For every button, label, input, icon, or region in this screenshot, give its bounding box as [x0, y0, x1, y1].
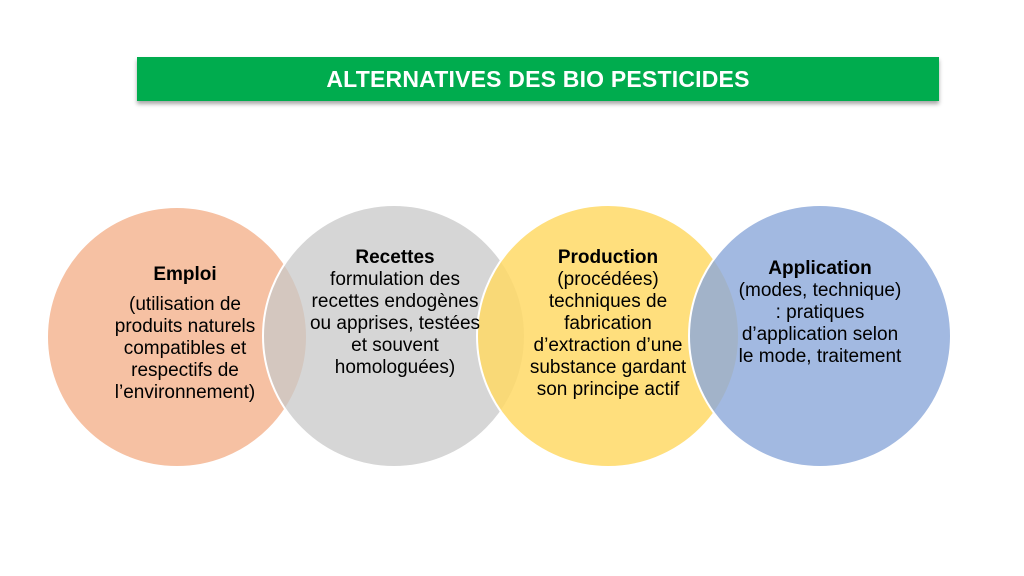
heading-emploi: Emploi: [153, 264, 217, 285]
text-recettes: formulation des recettes endogènes ou apprises, testées et souvent homologuées): [309, 269, 481, 378]
text-production: (procédées) techniques de fabrication d’extraction d’une substance gardant son principe actif: [529, 269, 687, 400]
slide-title: ALTERNATIVES DES BIO PESTICIDES: [326, 65, 750, 92]
circle-label-emploi: [95, 264, 275, 404]
heading-recettes: Recettes: [355, 247, 435, 268]
circle-label-production: [517, 247, 699, 401]
circle-label-recettes: [305, 247, 485, 379]
circle-label-application: [735, 258, 905, 368]
text-application: (modes, technique) : pratiques d’application selon le mode, traitement: [738, 280, 902, 367]
text-emploi: (utilisation de produits naturels compatibles et respectifs de l’environnement): [114, 294, 256, 403]
heading-production: Production: [557, 247, 659, 268]
heading-application: Application: [768, 258, 872, 279]
